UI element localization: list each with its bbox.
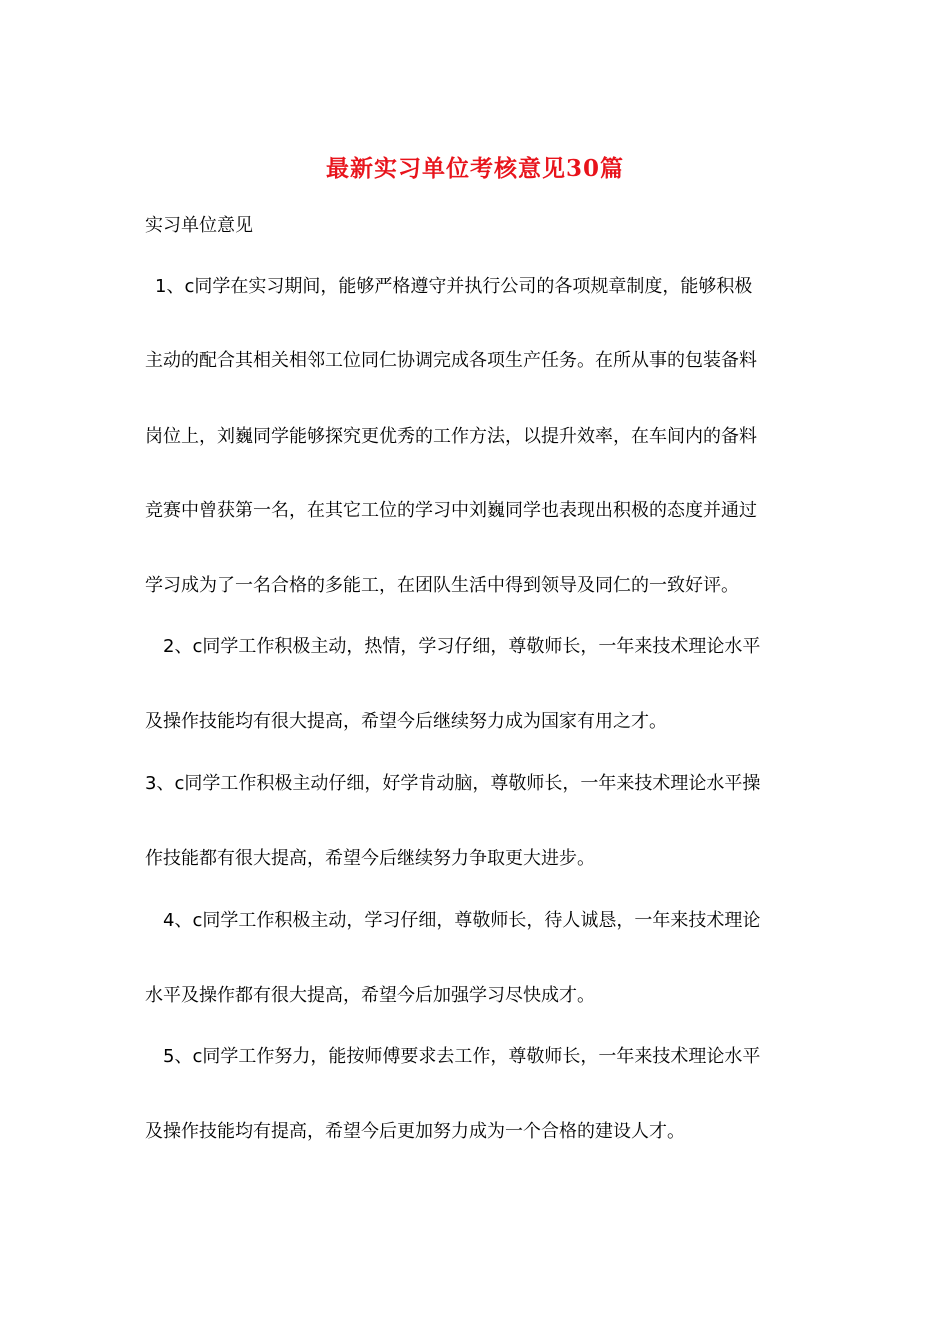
- paragraph-line: 3、c同学工作积极主动仔细，好学肯动脑，尊敬师长，一年来技术理论水平操: [145, 773, 761, 794]
- paragraph-line: 5、c同学工作努力，能按师傅要求去工作，尊敬师长，一年来技术理论水平: [163, 1046, 761, 1067]
- paragraph-line: 及操作技能均有提高，希望今后更加努力成为一个合格的建设人才。: [145, 1121, 685, 1142]
- paragraph-line: 学习成为了一名合格的多能工，在团队生活中得到领导及同仁的一致好评。: [145, 575, 739, 596]
- section-heading: 实习单位意见: [145, 215, 253, 236]
- paragraph-line: 作技能都有很大提高，希望今后继续努力争取更大进步。: [145, 848, 595, 869]
- paragraph-line: 4、c同学工作积极主动，学习仔细，尊敬师长，待人诚恳，一年来技术理论: [163, 910, 761, 931]
- paragraph-line: 水平及操作都有很大提高，希望今后加强学习尽快成才。: [145, 985, 595, 1006]
- paragraph-line: 主动的配合其相关相邻工位同仁协调完成各项生产任务。在所从事的包装备料: [145, 350, 757, 371]
- paragraph-line: 2、c同学工作积极主动，热情，学习仔细，尊敬师长，一年来技术理论水平: [163, 636, 761, 657]
- document-title: 最新实习单位考核意见30篇: [325, 155, 624, 182]
- paragraph-line: 1、c同学在实习期间，能够严格遵守并执行公司的各项规章制度，能够积极: [155, 276, 753, 297]
- paragraph-line: 竞赛中曾获第一名，在其它工位的学习中刘巍同学也表现出积极的态度并通过: [145, 500, 757, 521]
- paragraph-line: 岗位上，刘巍同学能够探究更优秀的工作方法，以提升效率，在车间内的备料: [145, 426, 757, 447]
- paragraph-line: 及操作技能均有很大提高，希望今后继续努力成为国家有用之才。: [145, 711, 667, 732]
